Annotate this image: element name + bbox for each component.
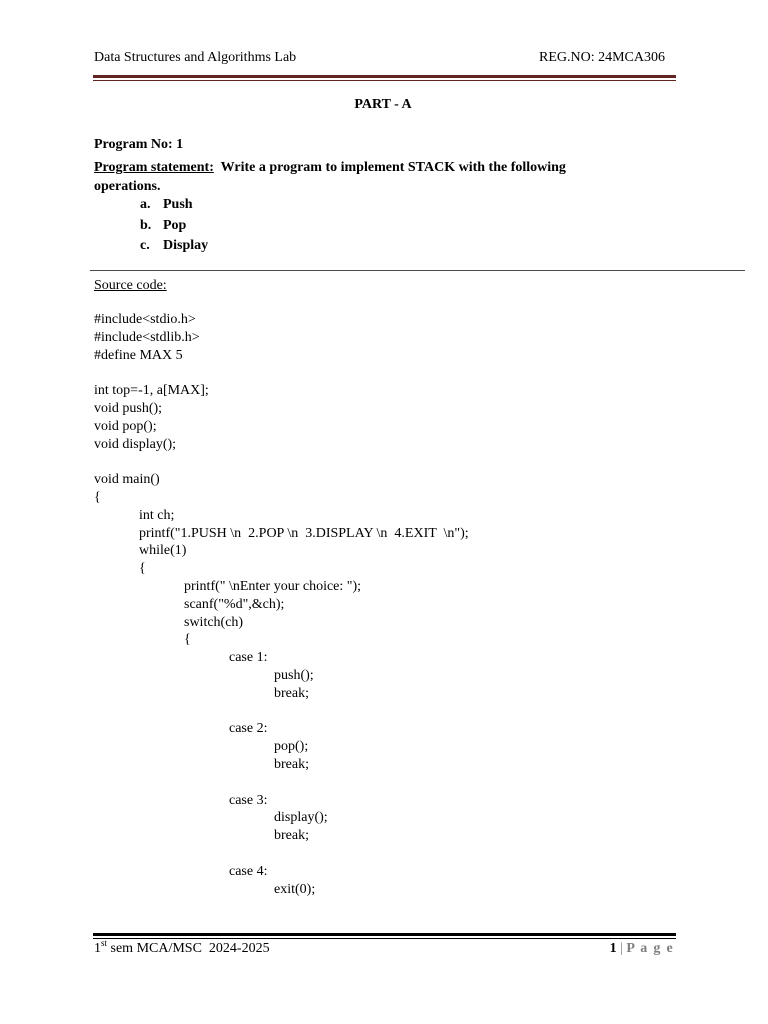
code-line: push(); [94,667,314,683]
code-line: #include<stdio.h> [94,312,196,327]
footer-semester [94,940,270,958]
code-line: scanf("%d",&ch); [94,596,285,612]
statement-label: Program statement: [94,160,214,175]
code-line [94,845,714,863]
semester-number: 1 [94,941,101,956]
code-line: void push(); [94,400,163,416]
code-line: { [94,561,146,577]
code-line: void main() [94,472,160,488]
code-line: int top=-1, a[MAX]; [94,383,209,399]
code-line: void display(); [94,436,177,452]
code-line: display(); [94,810,328,826]
code-line: break; [94,828,309,844]
statement-text-continued: operations. [94,179,161,194]
page-separator: | [616,941,627,956]
code-line: exit(0); [94,881,316,897]
operation-item [140,216,208,237]
operation-item [140,195,208,216]
code-line: printf(" \nEnter your choice: "); [94,578,362,594]
part-title: PART - A [354,97,412,112]
code-line [94,774,714,792]
program-number: Program No: 1 [94,137,184,152]
code-line [94,453,714,471]
operation-label: Display [163,238,209,253]
source-code-label: Source code: [94,278,167,293]
code-line [94,703,714,721]
code-line: case 4: [94,863,268,879]
page-number: 1 [609,941,617,956]
section-divider [90,270,745,271]
code-line [94,364,714,382]
code-line: #define MAX 5 [94,347,183,363]
code-line: switch(ch) [94,614,244,630]
code-line: pop(); [94,739,309,755]
operation-marker: c. [140,238,150,253]
code-line: int ch; [94,507,175,523]
semester-text: sem MCA/MSC 2024-2025 [107,941,270,956]
footer-page-number [610,940,674,958]
code-line: break; [94,756,309,772]
program-statement [94,158,714,196]
code-line: { [94,489,101,505]
code-line: { [94,632,191,648]
code-line: case 2: [94,721,268,737]
statement-text: Write a program to implement STACK with the following [213,160,566,175]
code-line: case 3: [94,792,268,808]
code-line: #include<stdlib.h> [94,329,200,345]
footer-rule [93,933,676,939]
source-code-block [94,311,714,898]
code-line: void pop(); [94,418,157,434]
code-line: break; [94,685,309,701]
page-word: P a g e [626,941,674,956]
semester-ordinal-suffix: st [101,938,108,948]
statement-line [94,158,714,177]
operation-label: Pop [163,217,187,233]
header-title: Data Structures and Algorithms Lab [94,50,297,65]
code-line: while(1) [94,543,187,559]
operation-marker: b. [140,217,152,233]
operation-marker: a. [140,197,151,212]
operation-label: Push [163,197,193,212]
header-reg-no: REG.NO: 24MCA306 [538,50,665,65]
code-line: printf("1.PUSH \n 2.POP \n 3.DISPLAY \n 4.EXIT \n"); [94,525,469,541]
code-line: case 1: [94,650,268,666]
operation-item [140,236,208,257]
operations-list [140,195,208,257]
header-rule [93,75,676,81]
